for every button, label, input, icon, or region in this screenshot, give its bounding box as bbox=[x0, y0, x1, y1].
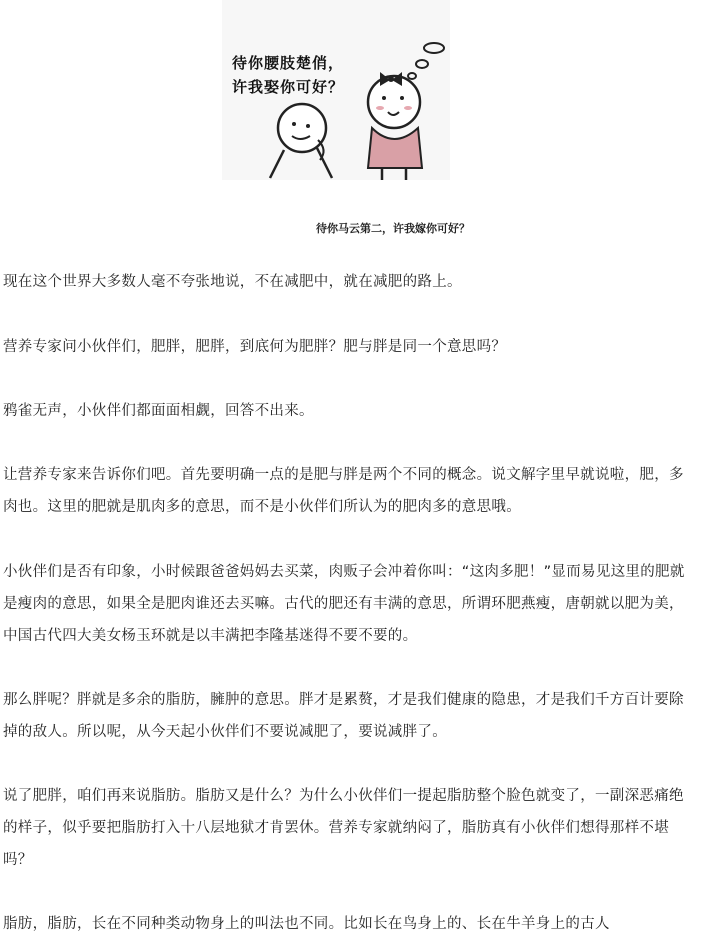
image-caption: 待你马云第二，许我嫁你可好？ bbox=[316, 222, 470, 235]
paragraph-3: 鸦雀无声，小伙伴们都面面相觑，回答不出来。 bbox=[3, 403, 314, 419]
boy-figure-icon bbox=[270, 104, 332, 178]
paragraph-8: 脂肪，脂肪，长在不同种类动物身上的叫法也不同。比如长在鸟身上的、长在牛羊身上的古人 bbox=[3, 916, 610, 932]
paragraph-5: 小伙伴们是否有印象，小时候跟爸爸妈妈去买菜，肉贩子会冲着你叫：“这肉多肥！”显而易见这里的肥就是瘦肉的意思，如果全是肥肉谁还去买嘛。古代的肥还有丰满的意思，所谓环肥燕瘦，唐朝就以肥为美，中国古代四大美女杨玉环就是以丰满把李隆基迷得不要不要的。 bbox=[3, 564, 685, 644]
meme-line-1: 待你腰肢楚俏， bbox=[232, 54, 345, 72]
girl-figure-icon bbox=[368, 72, 422, 180]
paragraph-7: 说了肥胖，咱们再来说脂肪。脂肪又是什么？为什么小伙伴们一提起脂肪整个脸色就变了，一副深恶痛绝的样子，似乎要把脂肪打入十八层地狱才肯罢休。营养专家就纳闷了，脂肪真有小伙伴们想得那样不堪吗？ bbox=[3, 788, 684, 868]
paragraph-1: 现在这个世界大多数人毫不夸张地说，不在减肥中，就在减肥的路上。 bbox=[3, 274, 462, 290]
meme-image bbox=[222, 0, 450, 180]
paragraph-6: 那么胖呢？胖就是多余的脂肪，臃肿的意思。胖才是累赘，才是我们健康的隐患，才是我们千方百计要除掉的敌人。所以呢，从今天起小伙伴们不要说减肥了，要说减胖了。 bbox=[3, 692, 684, 740]
meme-line-2: 许我娶你可好？ bbox=[232, 78, 345, 96]
paragraph-4: 让营养专家来告诉你们吧。首先要明确一点的是肥与胖是两个不同的概念。说文解字里早就说啦，肥，多肉也。这里的肥就是肌肉多的意思，而不是小伙伴们所认为的肥肉多的意思哦。 bbox=[3, 467, 684, 515]
paragraph-2: 营养专家问小伙伴们，肥胖，肥胖，到底何为肥胖？肥与胖是同一个意思吗？ bbox=[3, 339, 507, 355]
